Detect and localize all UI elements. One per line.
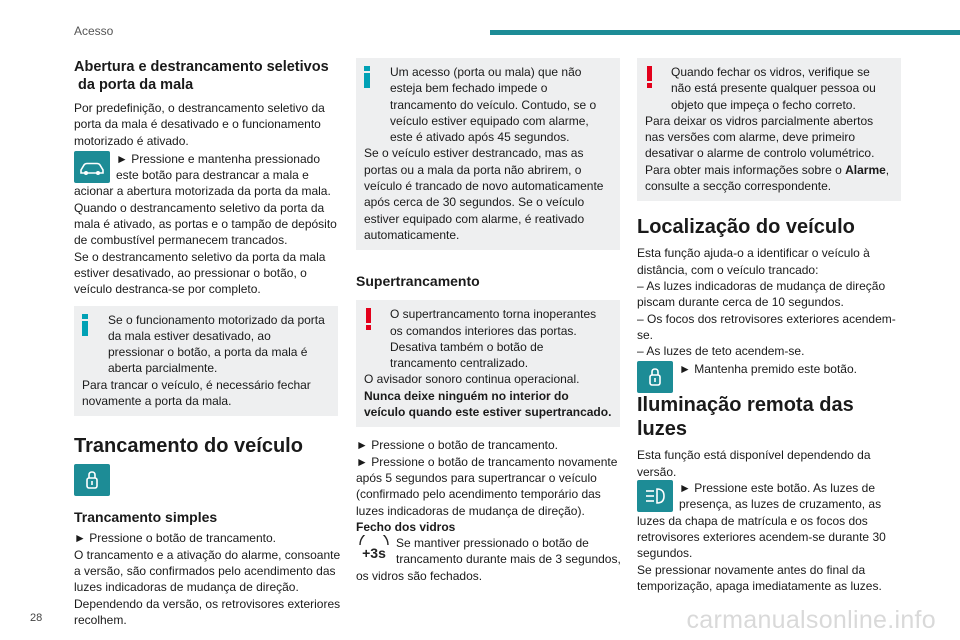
step-text: ► Pressione o botão de trancamento. (74, 531, 276, 546)
step-text: ► Mantenha premido este botão. (679, 362, 857, 377)
warning-note (356, 300, 620, 427)
heading-window-closing: Fecho dos vidros (356, 519, 456, 534)
section-title: Acesso (74, 24, 114, 38)
step-block (356, 535, 624, 584)
step-text: ► Pressione este botão. As luzes de presença, as luzes de cruzamento, as luzes da chapa de matrícula e os focos dos retrovisores exteriores acendem-se durante 30 segundos. (637, 481, 886, 561)
paragraph: Se mantiver pressionado o botão de trancamento durante mais de 3 segundos, os vidros são fechados. (356, 536, 621, 583)
step-block (637, 480, 907, 561)
note-text: Nunca deixe ninguém no interior do veículo quando este estiver supertrancado. (364, 388, 612, 420)
page-number: 28 (30, 612, 43, 624)
note-text: Se o funcionamento motorizado da porta da mala estiver desativado, ao pressionar o botão, a porta da mala é aberta parcialmente. (108, 312, 325, 376)
info-icon (82, 314, 88, 336)
heading-tailgate-selective: Abertura e destrancamento seletivos da porta da mala (74, 59, 329, 93)
step-text: ► Pressione o botão de trancamento. (356, 438, 558, 453)
column-3 (637, 58, 907, 594)
step-block (637, 361, 907, 377)
note-text: Para trancar o veículo, é necessário fechar novamente a porta da mala. (82, 377, 311, 409)
paragraph: Por predefinição, o destrancamento seletivo da porta da mala é desativado e o funcionamento motorizado é ativado. (74, 101, 325, 148)
paragraph: Se pressionar novamente antes do final da temporização, apaga imediatamente as luzes. (637, 562, 882, 593)
note-text: Para obter mais informações sobre o Alarme, consulte a secção correspondente. (645, 162, 890, 194)
step-text: ► Pressione o botão de trancamento novamente após 5 segundos para supertrancar o veículo (confirmado pelo acendimento temporário das luzes indicadoras de mudança de direção). (356, 454, 618, 518)
warning-note (637, 58, 901, 201)
heading-remote-lighting: Iluminação remota das luzes (637, 394, 854, 441)
car-tailgate-icon (74, 151, 110, 183)
column-1 (74, 58, 342, 628)
lock-icon (637, 361, 673, 393)
heading-simple-locking: Trancamento simples (74, 509, 218, 526)
headlamp-icon (637, 480, 673, 512)
step-block (74, 151, 342, 200)
step-text: ► Pressione e mantenha pressionado este botão para destrancar a mala e acionar a abertura motorizada da porta da mala. (74, 151, 331, 199)
paragraph: Esta função ajuda-o a identificar o veículo à distância, com o veículo trancado: (637, 246, 870, 277)
lock-icon (74, 464, 110, 496)
note-text: Para deixar os vidros parcialmente abertos nas versões com alarme, deve primeiro desativar o alarme de controlo volumétrico. (645, 113, 875, 161)
info-icon (364, 66, 370, 88)
warning-icon (366, 308, 372, 330)
plus-3s-label: +3s (362, 545, 386, 562)
plus-3s-icon (356, 535, 392, 565)
note-text: Um acesso (porta ou mala) que não esteja bem fechado impede o trancamento do veículo. Contudo, se o veículo estiver equipado com alarme, este é ativado após 45 segundos. (390, 65, 597, 145)
header-accent-bar (490, 30, 960, 35)
note-text: Quando fechar os vidros, verifique se não está presente qualquer pessoa ou objeto que impeça o fecho correto. (671, 65, 876, 112)
paragraph: Dependendo da versão, os retrovisores exteriores recolhem. (74, 596, 341, 627)
info-note (74, 306, 338, 417)
info-note (356, 58, 620, 250)
paragraph: Esta função está disponível dependendo da versão. (637, 448, 871, 479)
note-text: O avisador sonoro continua operacional. (364, 372, 580, 387)
note-text: O supertrancamento torna inoperantes os comandos interiores das portas. Desativa também o botão de trancamento centralizado. (390, 307, 597, 371)
heading-deadlocking: Supertrancamento (356, 273, 480, 290)
watermark: carmanualsonline.info (686, 606, 936, 634)
note-text: Se o veículo estiver destrancado, mas as portas ou a mala da porta não abrirem, o veículo é trancado de novo automaticamente após cerca de 30 segundos. Se o veículo estiver equipado com alarme, é reativado automaticamente. (364, 146, 604, 242)
paragraph: Se o destrancamento seletivo da porta da mala estiver desativado, ao pressionar o botão, o veículo destranca-se por completo. (74, 249, 326, 297)
paragraph: O trancamento e a ativação do alarme, consoante a versão, são confirmados pelo acendimento das luzes indicadoras de mudança de direção. (74, 547, 341, 595)
column-2 (356, 58, 624, 584)
heading-vehicle-locking: Trancamento do veículo (74, 435, 303, 458)
list-item: – As luzes de teto acendem-se. (637, 344, 805, 359)
paragraph: Quando o destrancamento seletivo da porta da mala é ativado, as portas e o tampão de depósito de combustível permanecem trancados. (74, 200, 337, 248)
list-item: – Os focos dos retrovisores exteriores acendem-se. (637, 311, 896, 342)
heading-vehicle-location: Localização do veículo (637, 216, 855, 239)
warning-icon (647, 66, 653, 88)
list-item: – As luzes indicadoras de mudança de direção piscam durante cerca de 10 segundos. (637, 278, 886, 310)
